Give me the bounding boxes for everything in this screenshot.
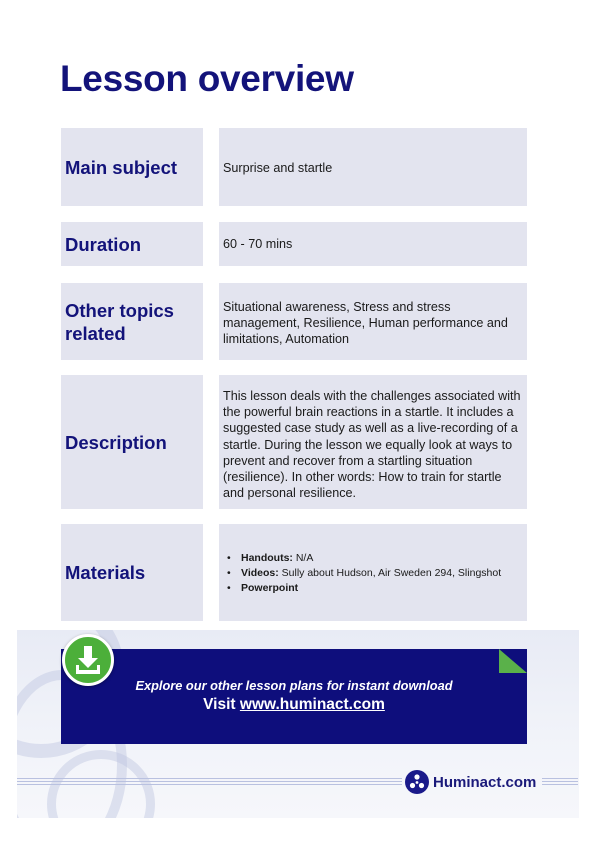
website-link[interactable]: www.huminact.com — [239, 696, 385, 713]
page-title: Lesson overview — [60, 58, 354, 99]
huminact-logo[interactable] — [405, 769, 536, 795]
download-button[interactable] — [62, 634, 114, 686]
row-materials — [61, 524, 527, 621]
description-label: Description — [61, 375, 203, 509]
materials-list — [223, 551, 523, 596]
description-value: This lesson deals with the challenges associated with the powerful brain reactions in a startle. It includes a suggested case study as well as a live-recording of a startle. During the lesson we equally look at ways to prevent and recover from a startling situation (resilience). In other words: How to train for startle and personal resilience. — [219, 375, 527, 509]
banner-visit-text: Visit www.huminact.com — [203, 696, 385, 713]
other-topics-label: Other topics related — [61, 283, 203, 360]
materials-item-handouts: • Handouts: N/A — [227, 551, 523, 566]
other-topics-value: Situational awareness, Stress and stress management, Resilience, Human performance and limitations, Automation — [219, 283, 527, 360]
download-icon — [65, 637, 111, 683]
footer-stripes-left — [17, 778, 402, 786]
duration-label: Duration — [61, 222, 203, 266]
main-subject-value: Surprise and startle — [219, 128, 527, 206]
main-subject-label: Main subject — [61, 128, 203, 206]
logo-text: Huminact.com — [433, 773, 537, 791]
banner-corner — [499, 649, 527, 673]
materials-value — [219, 524, 527, 621]
row-other-topics — [61, 283, 527, 360]
huminact-logo-icon — [405, 770, 429, 794]
materials-label: Materials — [61, 524, 203, 621]
materials-item-videos: • Videos: Sully about Hudson, Air Sweden 294, Slingshot — [227, 566, 523, 581]
row-duration — [61, 222, 527, 266]
footer-stripes-right — [542, 778, 578, 786]
duration-value: 60 - 70 mins — [219, 222, 527, 266]
banner-explore-text: Explore our other lesson plans for instant download — [135, 678, 453, 693]
promo-banner — [61, 649, 527, 744]
materials-item-powerpoint: • Powerpoint — [227, 581, 523, 596]
row-main-subject — [61, 128, 527, 206]
row-description — [61, 375, 527, 509]
